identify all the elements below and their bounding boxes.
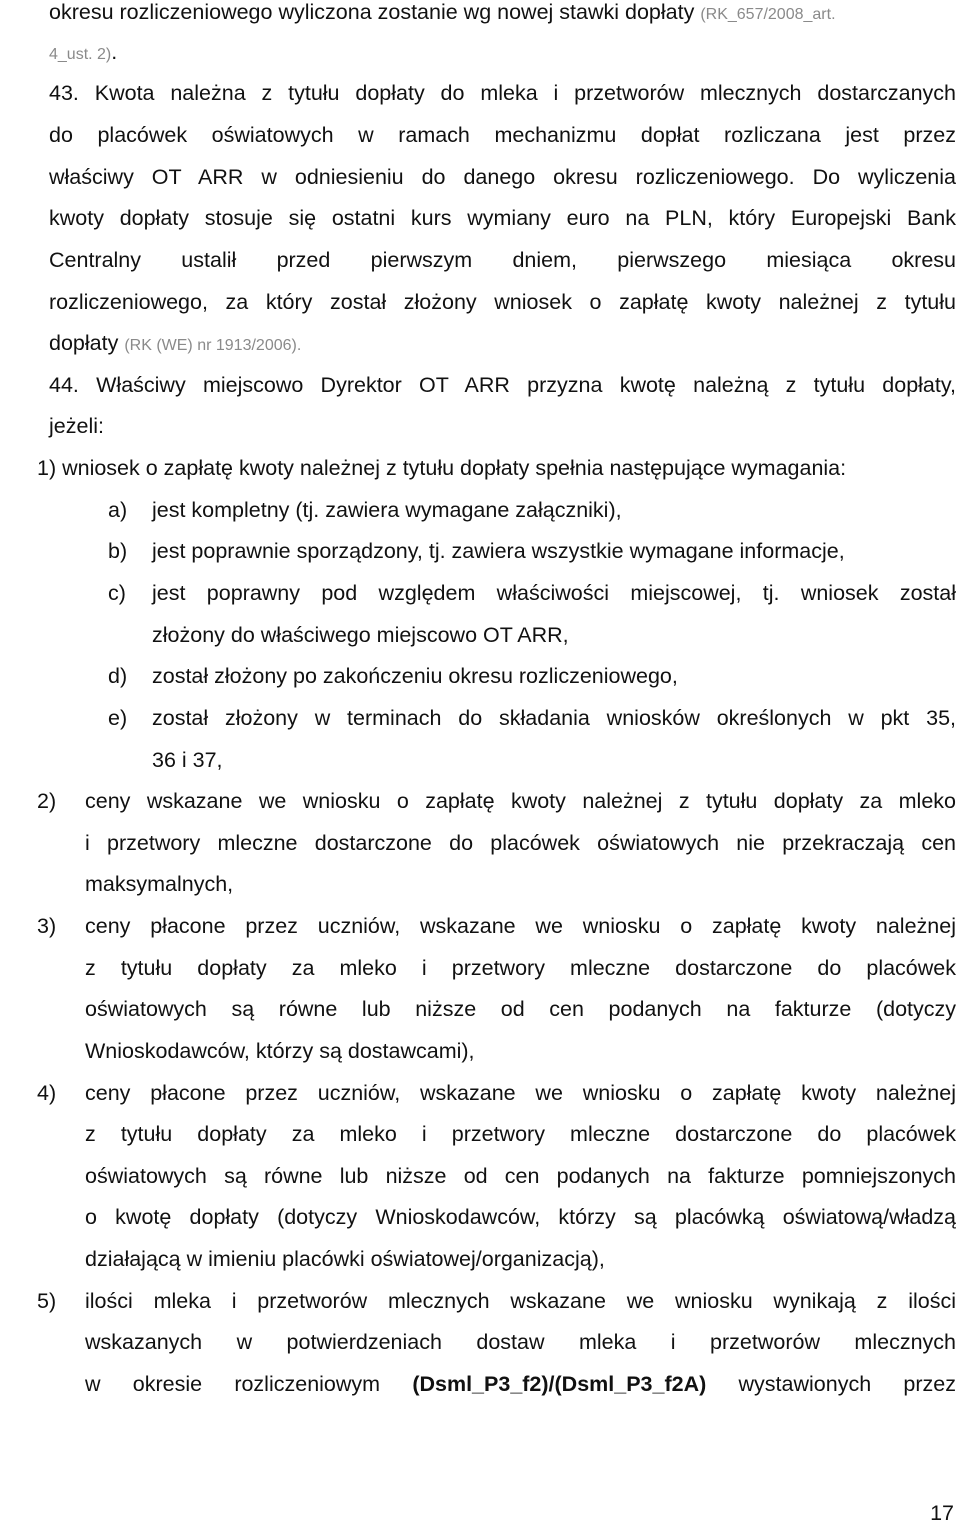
sub-a-marker: a) <box>108 498 128 522</box>
item-5-marker: 5) <box>37 1289 57 1313</box>
para-43-line-5: Centralny ustalił przed pierwszym dniem, pierwszego miesiąca okresu <box>49 248 956 272</box>
sub-c-marker: c) <box>108 581 126 605</box>
item-4-line-5: działającą w imieniu placówki oświatowej/organizacją), <box>85 1247 605 1271</box>
item-2-marker: 2) <box>37 789 57 813</box>
para-42-line-2: 4_ust. 2). <box>49 40 118 64</box>
para-44-line-1: 44. Właściwy miejscowo Dyrektor OT ARR przyzna kwotę należną z tytułu dopłaty, <box>49 373 956 397</box>
para-43-line-1: 43. Kwota należna z tytułu dopłaty do mleka i przetworów mlecznych dostarczanych <box>49 81 956 105</box>
item-5-line-3: w okresie rozliczeniowym (Dsml_P3_f2)/(Dsml_P3_f2A) wystawionych przez <box>85 1372 956 1396</box>
item-4-line-2: z tytułu dopłaty za mleko i przetwory mleczne dostarczone do placówek <box>85 1122 956 1146</box>
item-3-marker: 3) <box>37 914 57 938</box>
para-42-line-1: okresu rozliczeniowego wyliczona zostanie wg nowej stawki dopłaty (RK_657/2008_art. <box>49 0 836 24</box>
sub-d-text: został złożony po zakończeniu okresu rozliczeniowego, <box>152 664 678 688</box>
para-43-line-3: właściwy OT ARR w odniesieniu do danego okresu rozliczeniowego. Do wyliczenia <box>49 165 956 189</box>
sub-c-text-line-2: złożony do właściwego miejscowo OT ARR, <box>152 623 569 647</box>
legal-reference: (RK (WE) nr 1913/2006). <box>124 337 302 354</box>
form-code: (Dsml_P3_f2)/(Dsml_P3_f2A) <box>412 1372 707 1396</box>
item-4-line-1: ceny płacone przez uczniów, wskazane we wniosku o zapłatę kwoty należnej <box>85 1081 956 1105</box>
legal-reference: (RK_657/2008_art. <box>700 6 836 23</box>
sub-d-marker: d) <box>108 664 128 688</box>
para-43-line-4: kwoty dopłaty stosuje się ostatni kurs wymiany euro na PLN, który Europejski Bank <box>49 206 956 230</box>
item-2-line-2: i przetwory mleczne dostarczone do placówek oświatowych nie przekraczają cen <box>85 831 956 855</box>
item-3-line-2: z tytułu dopłaty za mleko i przetwory mleczne dostarczone do placówek <box>85 956 956 980</box>
item-5-line-2: wskazanych w potwierdzeniach dostaw mleka i przetworów mlecznych <box>85 1330 956 1354</box>
item-4-marker: 4) <box>37 1081 57 1105</box>
item-5-line-1: ilości mleka i przetworów mlecznych wskazane we wniosku wynikają z ilości <box>85 1289 956 1313</box>
sub-b-text: jest poprawnie sporządzony, tj. zawiera wszystkie wymagane informacje, <box>152 539 845 563</box>
item-3-line-1: ceny płacone przez uczniów, wskazane we wniosku o zapłatę kwoty należnej <box>85 914 956 938</box>
para-43-line-2: do placówek oświatowych w ramach mechanizmu dopłat rozliczana jest przez <box>49 123 956 147</box>
item-4-line-3: oświatowych są równe lub niższe od cen podanych na fakturze pomniejszonych <box>85 1164 956 1188</box>
item-1: 1) wniosek o zapłatę kwoty należnej z tytułu dopłaty spełnia następujące wymagania: <box>37 456 847 480</box>
sub-b-marker: b) <box>108 539 128 563</box>
sub-e-marker: e) <box>108 706 128 730</box>
page-number: 17 <box>930 1501 954 1525</box>
item-4-line-4: o kwotę dopłaty (dotyczy Wnioskodawców, którzy są placówką oświatową/władzą <box>85 1205 956 1229</box>
sub-c-text-line-1: jest poprawny pod względem właściwości miejscowej, tj. wniosek został <box>152 581 956 605</box>
item-3-line-3: oświatowych są równe lub niższe od cen podanych na fakturze (dotyczy <box>85 997 956 1021</box>
para-43-line-6: rozliczeniowego, za który został złożony wniosek o zapłatę kwoty należnej z tytułu <box>49 290 956 314</box>
para-43-line-7: dopłaty (RK (WE) nr 1913/2006). <box>49 331 302 355</box>
item-2-line-1: ceny wskazane we wniosku o zapłatę kwoty należnej z tytułu dopłaty za mleko <box>85 789 956 813</box>
legal-reference: 4_ust. 2) <box>49 46 112 63</box>
sub-e-text-line-2: 36 i 37, <box>152 748 223 772</box>
item-2-line-3: maksymalnych, <box>85 872 234 896</box>
para-44-line-2: jeżeli: <box>49 414 104 438</box>
sub-e-text-line-1: został złożony w terminach do składania wniosków określonych w pkt 35, <box>152 706 956 730</box>
sub-a-text: jest kompletny (tj. zawiera wymagane załączniki), <box>152 498 622 522</box>
item-3-line-4: Wnioskodawców, którzy są dostawcami), <box>85 1039 475 1063</box>
